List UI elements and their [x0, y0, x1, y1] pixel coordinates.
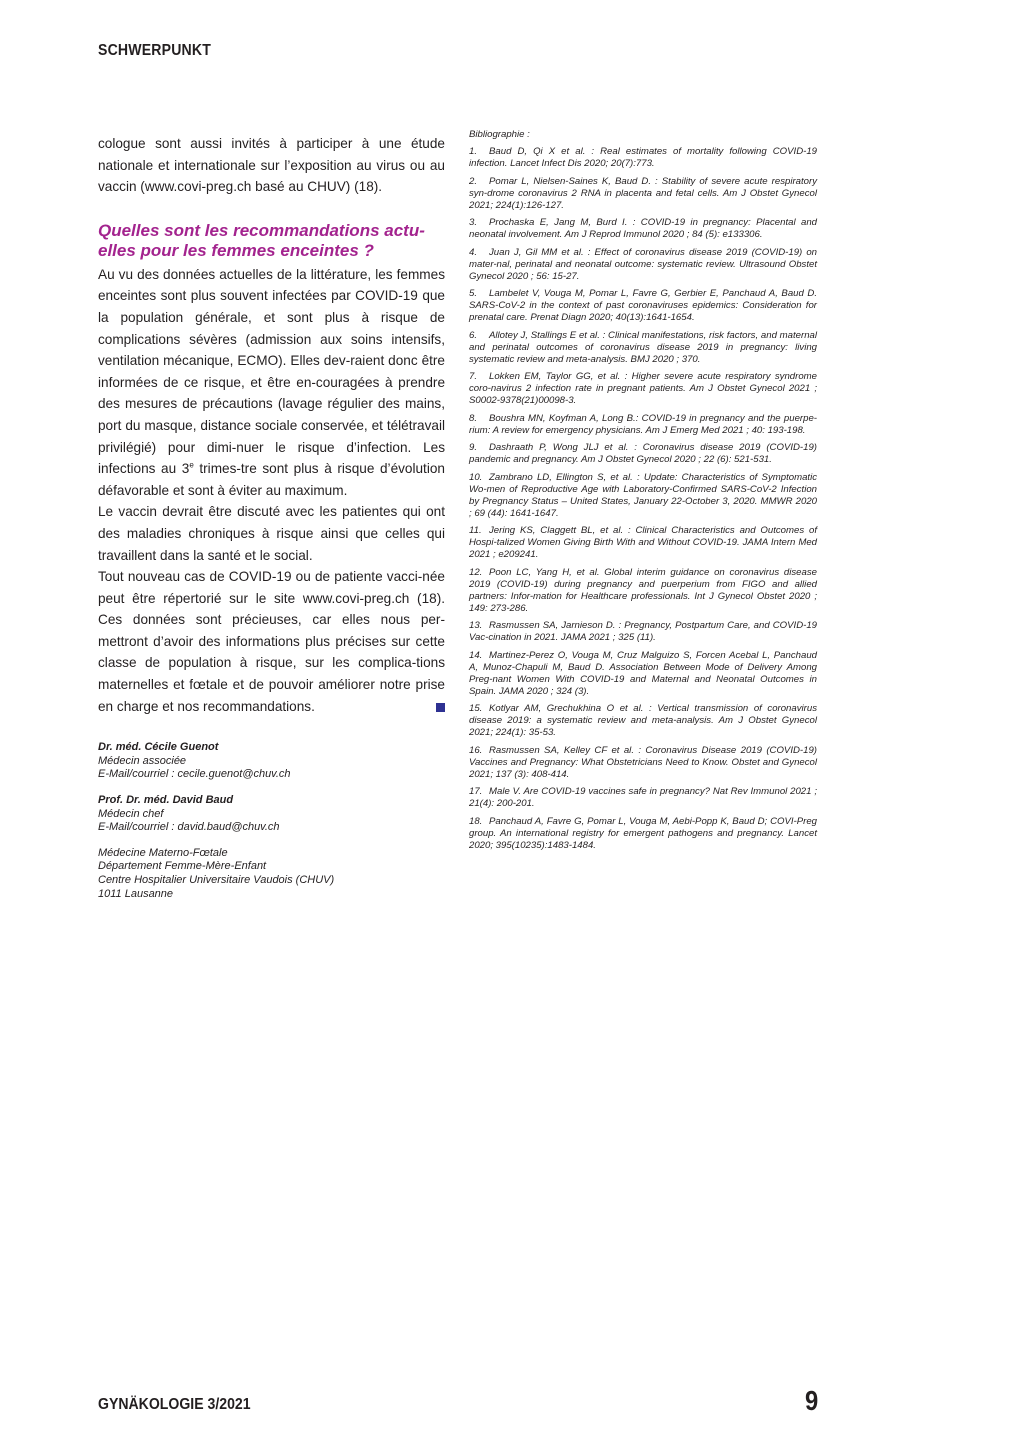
reference-number: 14. — [469, 649, 483, 661]
reference-text: Jering KS, Claggett BL, et al. : Clinical Characteristics and Outcomes of Hospi-talized Women Giving Birth With and Without COVID-19. JAMA Intern Med 2021 ; e209241. — [469, 525, 817, 560]
reference-text: Dashraath P, Wong JLJ et al. : Coronavirus disease 2019 (COVID-19) pandemic and pregnancy. Am J Obstet Gynecol 2020 ; 22 (6): 521-531. — [469, 442, 817, 465]
reference-text: Rasmussen SA, Kelley CF et al. : Coronavirus Disease 2019 (COVID-19) Vaccines and Pregnancy: What Obstetricians Need to Know. Obstet and Gynecol 2021; 137 (3): 408-414. — [469, 744, 817, 780]
paragraph-1-part-a: Au vu des données actuelles de la littérature, les femmes enceintes sont plus souvent infectées par COVID-19 que la population générale, et sont plus à risque de complications sévères (admission aux soins intensifs, ventilation mécanique, ECMO). Elles dev-raient donc être informées de ce risque, et être en-couragées à prendre des mesures de précautions (lavage régulier des mains, port du masque, distance sociale conservée, et télétravail privilégié) pour dimi-nuer le risque d’infection. Les infections au 3 — [98, 266, 445, 477]
authors-block — [98, 741, 445, 901]
reference-text: Pomar L, Nielsen-Saines K, Baud D. : Stability of severe acute respiratory syn-drome coronavirus 2 RNA in placenta and fetal cells. Am J Obstet Gynecol 2021; 224(1):126-127. — [469, 175, 817, 211]
reference-item — [469, 703, 817, 739]
address-line: 1011 Lausanne — [98, 887, 174, 900]
reference-text: Zambrano LD, Ellington S, et al. : Update: Characteristics of Symptomatic Wo-men of Reproductive Age with Laboratory-Confirmed SARS-CoV-2 Infection by Pregnancy Status – United States, January 22-October 3, 2020. MMWR 2020 ; 69 (44): 1641-1647. — [469, 471, 817, 519]
reference-text: Panchaud A, Favre G, Pomar L, Vouga M, Aebi-Popp K, Baud D; COVI-Preg group. An international registry for emergent pathogens and pregnancy. Lancet 2020; 395(10235):1483-1484. — [469, 815, 817, 851]
author-email: E-Mail/courriel : david.baud@chuv.ch — [98, 821, 280, 834]
reference-item — [469, 413, 817, 437]
reference-text: Allotey J, Stallings E et al. : Clinical manifestations, risk factors, and maternal and perinatal outcomes of coronavirus disease 2019 in pregnancy: living systematic review and meta-analysis. BMJ 2020 ; 370. — [469, 329, 817, 365]
reference-text: Martinez-Perez O, Vouga M, Cruz Malguizo S, Forcen Acebal L, Panchaud A, Munoz-Chapuli M, Baud D. Association Between Mode of Delivery Among Preg-nant Women With COVID-19 and Maternal and Neonatal Outcomes in Spain. JAMA 2020 ; 324 (3). — [469, 649, 817, 697]
reference-item — [469, 472, 817, 520]
end-of-article-mark — [436, 703, 445, 712]
reference-number: 5. — [469, 288, 478, 299]
reference-number: 7. — [469, 371, 478, 382]
paragraph-3 — [98, 566, 445, 717]
reference-number: 8. — [469, 412, 478, 424]
reference-item — [469, 371, 817, 407]
reference-text: Boushra MN, Koyfman A, Long B.: COVID-19 in pregnancy and the puerpe-rium: A review for emergency physicians. Am J Emerg Med 2021 ; 40: 193-198. — [469, 412, 817, 436]
superscript-e: e — [189, 460, 194, 470]
reference-number: 12. — [469, 566, 483, 578]
reference-text: Male V. Are COVID-19 vaccines safe in pregnancy? Nat Rev Immunol 2021 ; 21(4): 200-201. — [469, 786, 817, 809]
reference-item — [469, 786, 817, 810]
section-heading: Quelles sont les recommandations actu-elles pour les femmes enceintes ? — [98, 220, 425, 260]
address-line: Département Femme-Mère-Enfant — [98, 860, 267, 873]
reference-item — [469, 176, 817, 212]
author-name: Dr. méd. Cécile Guenot — [98, 741, 219, 754]
reference-text: Prochaska E, Jang M, Burd I. : COVID-19 in pregnancy: Placental and neonatal involvement. Am J Reprod Immunol 2020 ; 84 (5): e133306. — [469, 217, 817, 240]
reference-number: 17. — [469, 786, 483, 797]
address-line: Médecine Materno-Fœtale — [98, 846, 228, 859]
reference-item — [469, 816, 817, 852]
paragraph-1 — [98, 264, 445, 502]
reference-number: 6. — [469, 329, 478, 341]
reference-item — [469, 442, 817, 466]
reference-number: 1. — [469, 146, 478, 157]
intro-paragraph: cologue sont aussi invités à participer à une étude nationale et internationale sur l’exposition au virus ou au vaccin (www.covi-preg.ch basé au CHUV) (18). — [98, 136, 445, 195]
reference-text: Baud D, Qi X et al. : Real estimates of mortality following COVID-19 infection. Lancet Infect Dis 2020; 20(7):773. — [469, 146, 817, 169]
paragraph-1-part-b: trimes-tre sont plus à risque d’évolution défavorable et sont à éviter au maximum. — [98, 461, 445, 498]
article-column — [98, 133, 445, 901]
reference-item — [469, 146, 817, 170]
reference-text: Juan J, Gil MM et al. : Effect of coronavirus disease 2019 (COVID-19) on mater-nal, perinatal and neonatal outcome: systematic review. Ultrasound Obstet Gynecol 2020 ; 56: 15-27. — [469, 246, 817, 282]
section-title: SCHWERPUNKT — [98, 42, 212, 59]
reference-number: 2. — [469, 175, 478, 187]
reference-text: Lokken EM, Taylor GG, et al. : Higher severe acute respiratory syndrome coro-navirus 2 infection rate in pregnant patients. Am J Obstet Gynecol 2021 ; S0002-9378(21)00098-3. — [469, 371, 817, 406]
reference-item — [469, 217, 817, 241]
reference-text: Lambelet V, Vouga M, Pomar L, Favre G, Gerbier E, Panchaud A, Baud D. SARS-CoV-2 in the context of past coronaviruses epidemics: Consideration for prenatal care. Prenat Diagn 2020; 40(13):1641-1654. — [469, 288, 817, 323]
reference-item — [469, 247, 817, 283]
reference-number: 18. — [469, 815, 483, 827]
reference-item — [469, 745, 817, 781]
reference-item — [469, 567, 817, 615]
paragraph-3-text: Tout nouveau cas de COVID-19 ou de patiente vacci-née peut être répertorié sur le site www.covi-preg.ch (18). Ces données sont précieuses, car elles nous per-mettront d’avoir des informations plus précises sur cette classe de population à risque, sur les complica-tions maternelles et fœtale et de pouvoir améliorer notre prise en charge et nos recommandations. — [98, 569, 445, 714]
reference-list — [469, 146, 817, 852]
reference-number: 15. — [469, 703, 483, 714]
author-role: Médecin associée — [98, 754, 187, 767]
reference-item — [469, 288, 817, 324]
reference-number: 16. — [469, 744, 483, 756]
reference-item — [469, 330, 817, 366]
reference-item — [469, 525, 817, 561]
reference-text: Poon LC, Yang H, et al. Global interim guidance on coronavirus disease 2019 (COVID-19) during pregnancy and puerperium from FIGO and allied partners: Infor-mation for Healthcare professionals. Int J Gynecol Obstet 2020 ; 149: 273-286. — [469, 566, 817, 614]
paragraph-2: Le vaccin devrait être discuté avec les patientes qui ont des maladies chroniques à risque ainsi que celles qui travaillent dans la santé et le social. — [98, 504, 445, 563]
reference-number: 3. — [469, 217, 478, 228]
reference-item — [469, 620, 817, 644]
reference-number: 13. — [469, 620, 483, 631]
bibliography-title: Bibliographie : — [469, 129, 530, 140]
reference-number: 4. — [469, 246, 478, 258]
reference-text: Kotlyar AM, Grechukhina O et al. : Vertical transmission of coronavirus disease 2019: a systematic review and meta-analysis. Am J Obstet Gynecol 2021; 224(1): 35-53. — [469, 703, 817, 738]
address-line: Centre Hospitalier Universitaire Vaudois (CHUV) — [98, 874, 335, 886]
author-email: E-Mail/courriel : cecile.guenot@chuv.ch — [98, 768, 291, 781]
page-number: 9 — [805, 1385, 819, 1416]
reference-number: 11. — [469, 525, 482, 536]
reference-number: 10. — [469, 471, 483, 483]
journal-issue: GYNÄKOLOGIE 3/2021 — [98, 1396, 251, 1413]
bibliography — [469, 129, 817, 857]
author-name: Prof. Dr. méd. David Baud — [98, 794, 234, 807]
author-role: Médecin chef — [98, 807, 164, 820]
reference-item — [469, 650, 817, 698]
reference-text: Rasmussen SA, Jarnieson D. : Pregnancy, Postpartum Care, and COVID-19 Vac-cination in 2021. JAMA 2021 ; 325 (11). — [469, 620, 817, 643]
reference-number: 9. — [469, 442, 478, 453]
